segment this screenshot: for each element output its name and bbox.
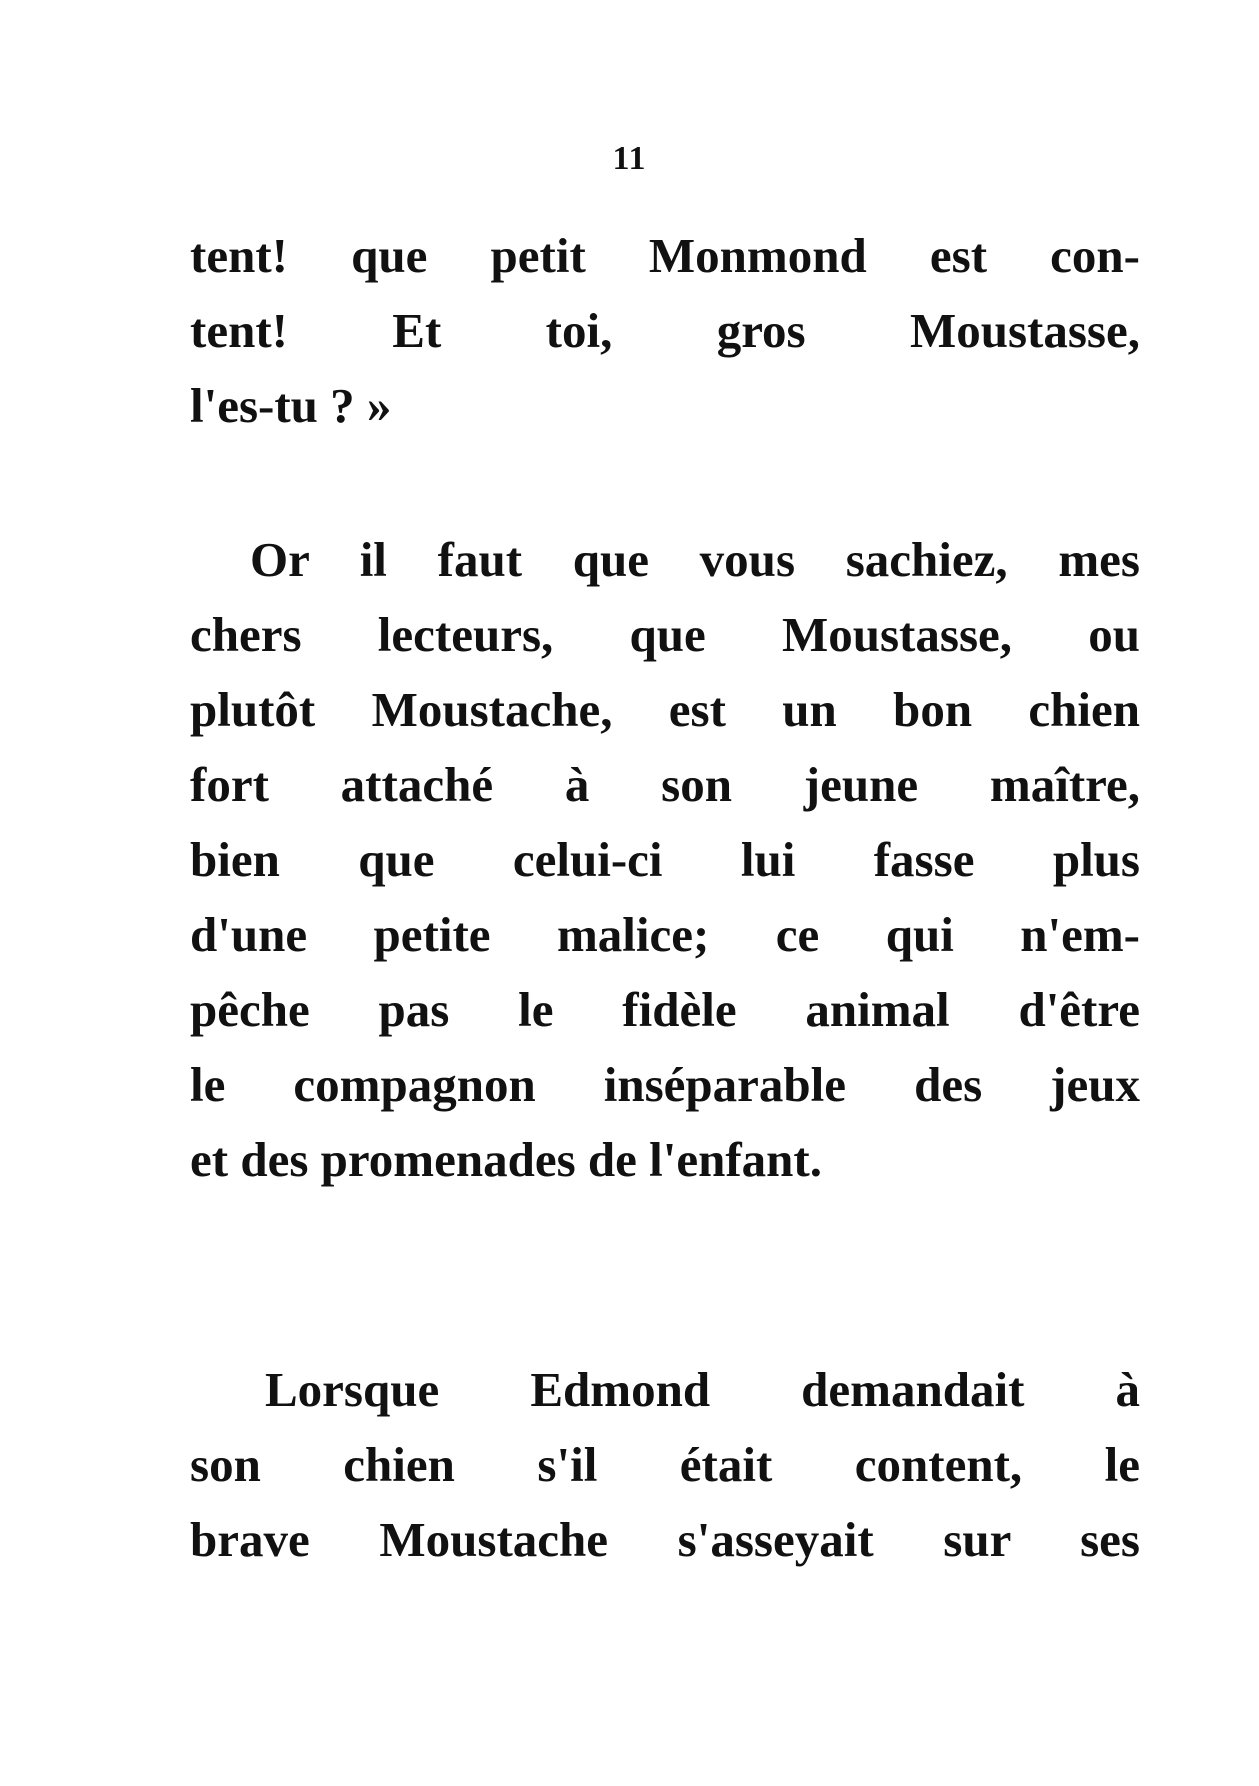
text-line: son chien s'il était content, le — [190, 1437, 1140, 1492]
page-number: 11 — [612, 140, 647, 177]
text-line: Or il faut que vous sachiez, mes — [250, 532, 1140, 587]
text-line: fort attaché à son jeune maître, — [190, 757, 1140, 812]
text-line: et des promenades de l'enfant. — [190, 1132, 822, 1187]
text-line: tent! Et toi, gros Moustasse, — [190, 303, 1140, 358]
text-line: le compagnon inséparable des jeux — [190, 1057, 1140, 1112]
text-line: plutôt Moustache, est un bon chien — [190, 682, 1140, 737]
text-line: chers lecteurs, que Moustasse, ou — [190, 607, 1140, 662]
paragraph-3 — [190, 1352, 1140, 1577]
paragraph-1 — [190, 218, 1140, 443]
text-line: d'une petite malice; ce qui n'em- — [190, 907, 1140, 962]
paragraph-2 — [190, 522, 1140, 1197]
text-line: Lorsque Edmond demandait à — [265, 1362, 1140, 1417]
text-line: tent! que petit Monmond est con- — [190, 228, 1140, 283]
text-line: brave Moustache s'asseyait sur ses — [190, 1512, 1140, 1567]
text-line: pêche pas le fidèle animal d'être — [190, 982, 1140, 1037]
text-line: l'es-tu ? » — [190, 378, 392, 433]
text-line: bien que celui-ci lui fasse plus — [190, 832, 1140, 887]
